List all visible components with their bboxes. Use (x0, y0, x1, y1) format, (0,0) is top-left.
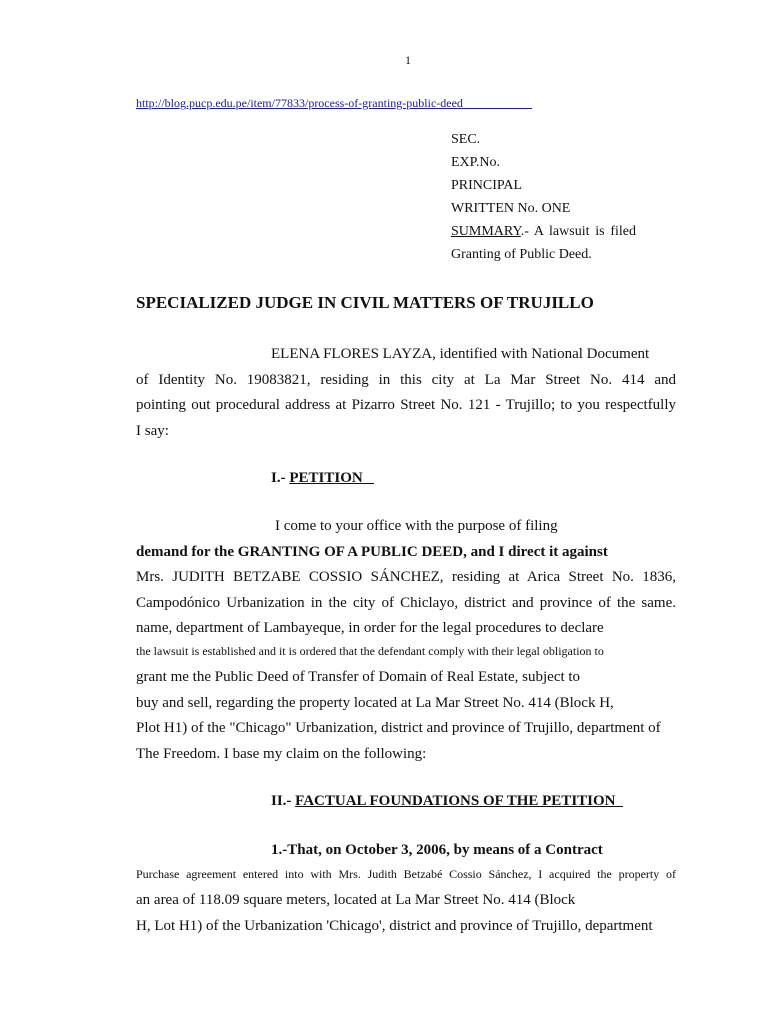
petition-line: buy and sell, regarding the property located at La Mar Street No. 414 (Block H, (136, 695, 614, 711)
addressee-heading: SPECIALIZED JUDGE IN CIVIL MATTERS OF TRUJILLO (136, 293, 594, 312)
petition-line: demand for the GRANTING OF A PUBLIC DEED, and I direct it against (136, 544, 608, 560)
facts-line: 1.-That, on October 3, 2006, by means of a Contract (271, 842, 603, 858)
petition-line: grant me the Public Deed of Transfer of Domain of Real Estate, subject to (136, 669, 581, 685)
section-1-number: I.- (271, 470, 290, 486)
source-url-link[interactable]: http://blog.pucp.edu.pe/item/77833/process-of-granting-public-deed (136, 96, 463, 110)
intro-line-2: of Identity No. 19083821, residing in this city at La Mar Street No. 414 and (136, 372, 676, 388)
petition-line: I come to your office with the purpose of filing (275, 518, 558, 534)
sec-label: SEC. (451, 132, 481, 147)
summary-label: SUMMARY (451, 224, 521, 239)
section-2-number: II.- (271, 793, 296, 809)
facts-line: an area of 118.09 square meters, located at La Mar Street No. 414 (Block (136, 892, 576, 908)
petition-line: name, department of Lambayeque, in order for the legal procedures to declare (136, 620, 604, 636)
section-1-heading (271, 469, 374, 487)
petition-line: Mrs. JUDITH BETZABE COSSIO SÁNCHEZ, residing at Arica Street No. 1836, (136, 569, 676, 585)
petition-line: The Freedom. I base my claim on the following: (136, 746, 427, 762)
exp-no-label: EXP.No. (451, 155, 501, 170)
intro-line-3: pointing out procedural address at Pizarro Street No. 121 - Trujillo; to you respectfully (136, 397, 676, 413)
facts-line: H, Lot H1) of the Urbanization 'Chicago', district and province of Trujillo, department (136, 918, 653, 934)
principal-label: PRINCIPAL (451, 178, 523, 193)
intro-line-1: ELENA FLORES LAYZA, identified with National Document (271, 346, 650, 362)
section-2-heading (271, 792, 623, 810)
source-link-line (136, 96, 532, 111)
section-1-title: PETITION (289, 470, 363, 486)
petition-line: the lawsuit is established and it is ordered that the defendant comply with their legal obligation to (136, 644, 604, 658)
page-number: 1 (405, 53, 411, 67)
written-no-label: WRITTEN No. ONE (451, 201, 571, 216)
summary-text-2: Granting of Public Deed. (451, 247, 592, 262)
petition-line: Plot H1) of the "Chicago" Urbanization, district and province of Trujillo, department of (136, 720, 661, 736)
summary-line (451, 223, 636, 240)
link-underline-fill (463, 96, 532, 110)
summary-text: .- A lawsuit is filed (520, 224, 636, 239)
facts-line: Purchase agreement entered into with Mrs. Judith Betzabé Cossio Sánchez, I acquired the property of (136, 867, 676, 881)
section-2-title: FACTUAL FOUNDATIONS OF THE PETITION (295, 793, 616, 809)
intro-line-4: I say: (136, 423, 169, 439)
petition-line: Campodónico Urbanization in the city of Chiclayo, district and province of the same. (136, 595, 676, 611)
